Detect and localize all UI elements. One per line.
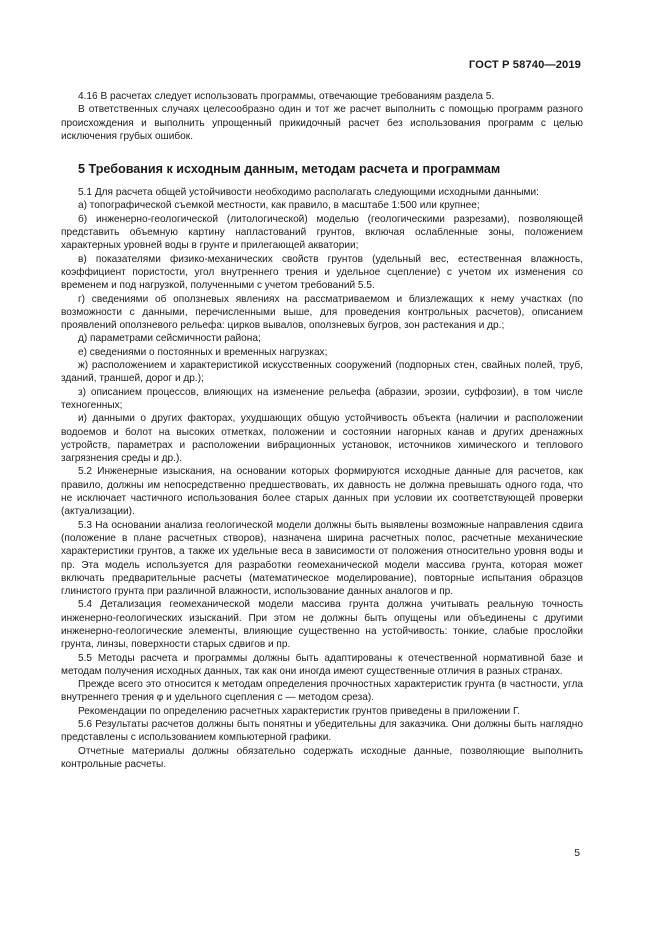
paragraph: в) показателями физико-механических свойств грунтов (удельный вес, естественная влажность, коэффициент пористости, угол внутреннего трения и удельное сцепление) с учетом их изменения со временем и под нагрузкой, полученными с учетом требований 5.5. [61, 253, 583, 292]
paragraph: 5.1 Для расчета общей устойчивости необходимо располагать следующими исходными данными: [78, 187, 539, 199]
page-number: 5 [574, 848, 580, 859]
section-paragraphs [61, 186, 583, 771]
paragraph: Рекомендации по определению расчетных характеристик грунтов приведены в приложении Г. [78, 705, 521, 717]
intro-paragraphs [61, 90, 583, 143]
section-title: 5 Требования к исходным данным, методам расчета и программам [78, 162, 501, 177]
paragraph: 4.16 В расчетах следует использовать программы, отвечающие требованиям раздела 5. [78, 91, 495, 102]
paragraph: ж) расположением и характеристикой искусственных сооружений (подпорных стен, свайных полей, труб, зданий, траншей, дорог и др.); [61, 360, 583, 385]
paragraph: е) сведениями о постоянных и временных нагрузках; [78, 346, 328, 358]
paragraph: 5.3 На основании анализа геологической модели должны быть выявлены возможные направления сдвига (положение в плане расчетных створов), назначена ширина расчетных полос, расчетные механические характеристики грунтов, а также их удельные веса в зависимости от положения относительно уровня воды и пр. Эта модель используется для разработки геомеханической модели массива грунта, которая может включать предварительные расчеты (математическое моделирование), повторные испытания образцов глинистого грунта при различной влажности, использование данных аналогов и пр. [61, 519, 583, 598]
paragraph: В ответственных случаях целесообразно один и тот же расчет выполнить с помощью программ разного происхождения и выполнить упрощенный прикидочный расчет без использования программ с целью исключения грубых ошибок. [61, 104, 583, 142]
paragraph: 5.6 Результаты расчетов должны быть понятны и убедительны для заказчика. Они должны быть наглядно представлены с использованием компьютерной графики. [61, 719, 583, 744]
paragraph: д) параметрами сейсмичности района; [78, 333, 261, 345]
paragraph: г) сведениями об оползневых явлениях на рассматриваемом и близлежащих к нему участках (по возможности с данными, перечисленными выше, для проведения контрольных расчетов), описанием проявлений оползневого рельефа: цирков вывалов, оползневых бугров, зон растекания и др.; [61, 293, 583, 332]
paragraph: а) топографической съемкой местности, как правило, в масштабе 1:500 или крупнее; [78, 200, 480, 212]
paragraph: 5.4 Детализация геомеханической модели массива грунта должна учитывать реальную точность инженерно-геологических изысканий. При этом не должны быть опущены или объединены с другими инженерно-геологические элементы, влияющие существенно на устойчивость: тонкие, слабые прослойки грунта, линзы, поверхности старых сдвигов и пр. [61, 599, 583, 651]
paragraph: 5.2 Инженерные изыскания, на основании которых формируются исходные данные для расчетов, как правило, должны им непосредственно предшествовать, их давность не должна превышать одного года, что не исключает частичного использования более старых данных при условии их соответствующей проверки (актуализации). [61, 466, 583, 518]
paragraph: Прежде всего это относится к методам определения прочностных характеристик грунта (в частности, угла внутреннего трения φ и удельного сцепления c — методом среза). [61, 679, 583, 704]
document-body [61, 90, 583, 771]
standard-header: ГОСТ Р 58740—2019 [468, 59, 581, 71]
paragraph: б) инженерно-геологической (литологической) моделью (геологическими разрезами), позволяющей представить объемную картину напластований грунтов, включая ослабленные зоны, положением характерных уровней воды в грунте и прилегающей акватории; [61, 213, 583, 252]
paragraph: Отчетные материалы должны обязательно содержать исходные данные, позволяющие выполнить контрольные расчеты. [61, 745, 583, 770]
paragraph: 5.5 Методы расчета и программы должны быть адаптированы к отечественной нормативной базе и методам получения исходных данных, так как они иногда имеют существенные отличия в разных странах. [61, 652, 583, 677]
paragraph: з) описанием процессов, влияющих на изменение рельефа (абразии, эрозии, суффозии), в том числе техногенных; [61, 386, 583, 411]
paragraph: и) данными о других факторах, ухудшающих общую устойчивость объекта (наличии и расположении водоемов и болот на высоких отметках, положении и состоянии нагорных канав и других дренажных устройств, параметрах и расположении вибрационных установок, источников химического и теплового загрязнения среды и др.). [61, 413, 583, 465]
